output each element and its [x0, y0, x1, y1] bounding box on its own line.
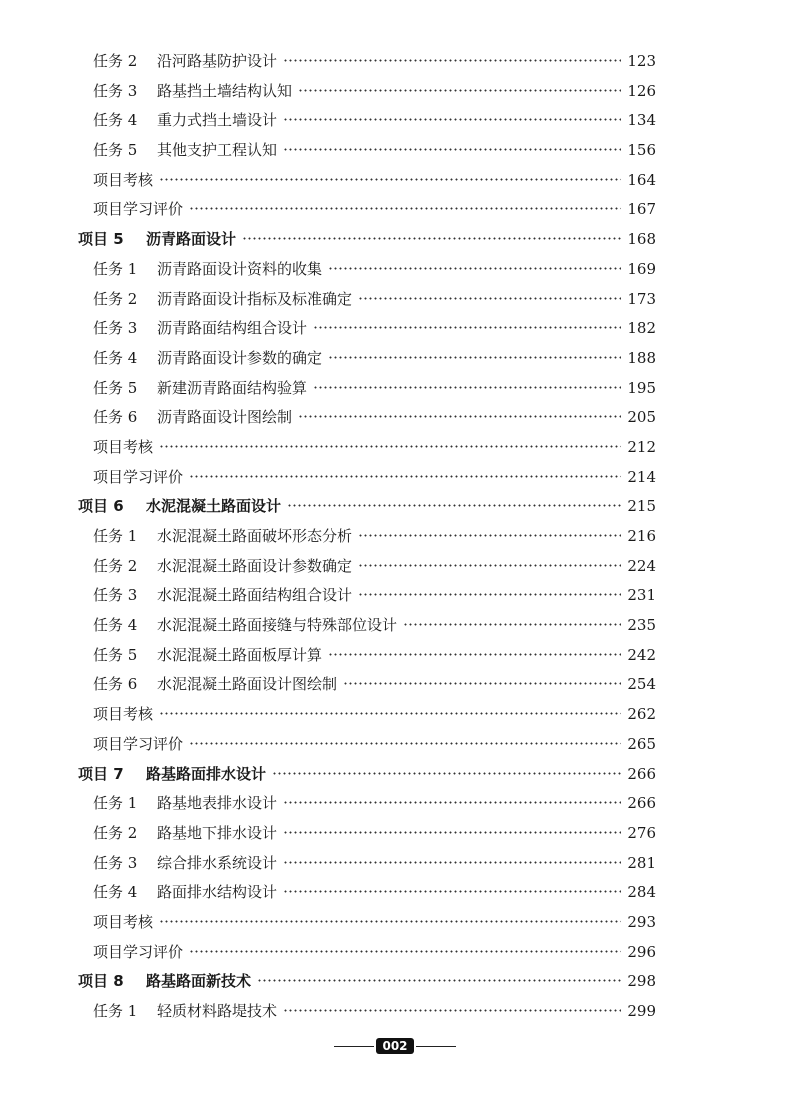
toc-entry-number: 任务 2	[93, 52, 138, 70]
toc-entry-number: 项目 5	[78, 230, 124, 249]
toc-entry-title: 水泥混凝土路面破坏形态分析	[157, 527, 353, 545]
toc-entry-number: 任务 5	[93, 141, 138, 160]
toc-entry-title: 重力式挡土墙设计	[157, 111, 278, 130]
toc-entry-label	[78, 285, 352, 315]
table-of-contents	[78, 47, 656, 1027]
toc-entry-label	[78, 641, 322, 671]
toc-entry-number: 任务 3	[93, 586, 138, 605]
toc-entry-label	[78, 997, 277, 1027]
toc-entry-label	[78, 463, 183, 493]
toc-entry-label	[78, 195, 183, 225]
toc-entry-number: 任务 3	[93, 319, 138, 338]
toc-entry-page: 298	[627, 972, 656, 991]
footer-rule-left	[334, 1046, 374, 1047]
toc-sub-entry[interactable]	[78, 166, 656, 196]
toc-entry-title: 水泥混凝土路面板厚计算	[157, 645, 323, 664]
toc-entry-number: 项目 7	[78, 764, 124, 783]
toc-entry-title: 其他支护工程认知	[157, 141, 278, 160]
dot-leader	[298, 89, 621, 92]
toc-entry-page: 284	[627, 883, 656, 902]
toc-entry-page: 126	[627, 81, 656, 100]
toc-entry-label	[78, 522, 352, 552]
toc-entry-label	[78, 967, 251, 997]
toc-task-entry[interactable]	[78, 403, 656, 433]
toc-entry-number: 任务 2	[93, 289, 138, 308]
page-footer	[0, 1036, 790, 1056]
toc-entry-page: 123	[627, 52, 656, 70]
toc-sub-entry[interactable]	[78, 195, 656, 225]
toc-task-entry[interactable]	[78, 641, 656, 671]
toc-entry-number: 任务 2	[93, 556, 138, 575]
dot-leader	[313, 326, 621, 329]
dot-leader	[283, 890, 621, 893]
toc-entry-title: 综合排水系统设计	[157, 853, 278, 872]
toc-entry-label	[78, 344, 322, 374]
toc-entry-title: 路基地下排水设计	[157, 823, 278, 842]
toc-entry-page: 266	[627, 764, 656, 783]
toc-entry-number: 任务 5	[93, 645, 138, 664]
dot-leader	[283, 148, 621, 151]
toc-entry-page: 182	[627, 319, 656, 338]
toc-entry-number: 任务 4	[93, 616, 138, 635]
toc-entry-title: 项目考核	[93, 705, 154, 724]
dot-leader	[159, 178, 621, 181]
toc-task-entry[interactable]	[78, 552, 656, 582]
toc-entry-number: 任务 4	[93, 111, 138, 130]
toc-entry-number: 项目 6	[78, 497, 124, 516]
dot-leader	[283, 801, 621, 804]
toc-entry-label	[78, 670, 337, 700]
toc-sub-entry[interactable]	[78, 908, 656, 938]
dot-leader	[189, 475, 621, 478]
toc-entry-number: 任务 3	[93, 853, 138, 872]
dot-leader	[283, 1009, 621, 1012]
toc-entry-page: 195	[627, 378, 656, 397]
toc-entry-number: 任务 5	[93, 378, 138, 397]
toc-sub-entry[interactable]	[78, 700, 656, 730]
dot-leader	[159, 920, 621, 923]
toc-entry-page: 156	[627, 141, 656, 160]
page-number-badge: 002	[376, 1038, 414, 1054]
toc-task-entry[interactable]	[78, 670, 656, 700]
toc-entry-title: 沥青路面设计资料的收集	[157, 259, 323, 278]
toc-entry-label	[78, 878, 277, 908]
toc-entry-label	[78, 77, 292, 107]
toc-task-entry[interactable]	[78, 136, 656, 166]
toc-project-entry[interactable]	[78, 492, 656, 522]
toc-entry-page: 214	[627, 467, 656, 486]
toc-task-entry[interactable]	[78, 344, 656, 374]
dot-leader	[298, 415, 621, 418]
toc-entry-title: 路基地表排水设计	[157, 794, 278, 813]
toc-entry-title: 沥青路面设计指标及标准确定	[157, 289, 353, 308]
toc-task-entry[interactable]	[78, 47, 656, 77]
toc-entry-title: 沥青路面结构组合设计	[157, 319, 308, 338]
dot-leader	[283, 59, 621, 62]
toc-task-entry[interactable]	[78, 374, 656, 404]
dot-leader	[358, 593, 621, 596]
toc-entry-page: 205	[627, 408, 656, 427]
toc-entry-label	[78, 255, 322, 285]
dot-leader	[403, 623, 621, 626]
toc-entry-title: 沥青路面设计图绘制	[157, 408, 293, 427]
dot-leader	[328, 356, 621, 359]
toc-entry-title: 路基路面排水设计	[146, 764, 267, 783]
toc-entry-number: 任务 6	[93, 675, 138, 694]
dot-leader	[257, 979, 621, 982]
toc-task-entry[interactable]	[78, 878, 656, 908]
toc-entry-label	[78, 403, 292, 433]
toc-task-entry[interactable]	[78, 611, 656, 641]
dot-leader	[283, 831, 621, 834]
toc-entry-page: 231	[627, 586, 656, 605]
toc-entry-number: 任务 1	[93, 794, 138, 813]
toc-entry-label	[78, 789, 277, 819]
toc-entry-label	[78, 374, 307, 404]
toc-entry-title: 水泥混凝土路面设计参数确定	[157, 556, 353, 575]
dot-leader	[313, 386, 621, 389]
dot-leader	[189, 207, 621, 210]
toc-task-entry[interactable]	[78, 997, 656, 1027]
toc-entry-title: 沥青路面设计参数的确定	[157, 348, 323, 367]
dot-leader	[159, 712, 621, 715]
toc-entry-page: 254	[627, 675, 656, 694]
toc-entry-label	[78, 938, 183, 968]
toc-task-entry[interactable]	[78, 522, 656, 552]
toc-entry-number: 任务 1	[93, 1002, 138, 1020]
dot-leader	[159, 445, 621, 448]
dot-leader	[328, 653, 621, 656]
dot-leader	[272, 772, 621, 775]
toc-entry-page: 215	[627, 497, 656, 516]
dot-leader	[283, 861, 621, 864]
toc-sub-entry[interactable]	[78, 730, 656, 760]
toc-entry-label	[78, 433, 153, 463]
toc-entry-page: 168	[627, 230, 656, 249]
dot-leader	[358, 297, 621, 300]
toc-entry-page: 293	[627, 912, 656, 931]
toc-entry-page: 299	[627, 1002, 656, 1020]
toc-entry-number: 任务 4	[93, 883, 138, 902]
dot-leader	[328, 267, 621, 270]
toc-entry-title: 项目学习评价	[93, 467, 184, 486]
toc-entry-page: 266	[627, 794, 656, 813]
toc-entry-title: 项目考核	[93, 912, 154, 931]
toc-entry-number: 任务 6	[93, 408, 138, 427]
toc-entry-label	[78, 819, 277, 849]
toc-sub-entry[interactable]	[78, 463, 656, 493]
toc-entry-page: 134	[627, 111, 656, 130]
toc-sub-entry[interactable]	[78, 433, 656, 463]
toc-entry-title: 新建沥青路面结构验算	[157, 378, 308, 397]
dot-leader	[287, 504, 621, 507]
toc-entry-title: 项目学习评价	[93, 942, 184, 961]
dot-leader	[358, 564, 621, 567]
toc-entry-number: 任务 3	[93, 81, 138, 100]
toc-entry-page: 265	[627, 734, 656, 753]
dot-leader	[283, 118, 621, 121]
toc-entry-label	[78, 730, 183, 760]
toc-sub-entry[interactable]	[78, 938, 656, 968]
toc-entry-page: 235	[627, 616, 656, 635]
toc-entry-title: 项目学习评价	[93, 200, 184, 219]
toc-entry-label	[78, 314, 307, 344]
toc-project-entry[interactable]	[78, 225, 656, 255]
toc-entry-page: 173	[627, 289, 656, 308]
toc-entry-page: 188	[627, 348, 656, 367]
toc-entry-page: 296	[627, 942, 656, 961]
toc-entry-page: 169	[627, 259, 656, 278]
toc-task-entry[interactable]	[78, 77, 656, 107]
toc-entry-page: 164	[627, 170, 656, 189]
toc-entry-number: 任务 1	[93, 527, 138, 545]
toc-entry-title: 水泥混凝土路面设计图绘制	[157, 675, 338, 694]
toc-task-entry[interactable]	[78, 581, 656, 611]
toc-entry-label	[78, 611, 397, 641]
toc-entry-page: 242	[627, 645, 656, 664]
toc-entry-page: 167	[627, 200, 656, 219]
toc-entry-title: 路基挡土墙结构认知	[157, 81, 293, 100]
toc-task-entry[interactable]	[78, 819, 656, 849]
footer-rule-right	[416, 1046, 456, 1047]
toc-entry-number: 任务 4	[93, 348, 138, 367]
toc-entry-label	[78, 581, 352, 611]
toc-entry-label	[78, 106, 277, 136]
toc-task-entry[interactable]	[78, 849, 656, 879]
toc-entry-title: 路基路面新技术	[146, 972, 252, 991]
dot-leader	[189, 950, 621, 953]
toc-entry-label	[78, 136, 277, 166]
toc-task-entry[interactable]	[78, 314, 656, 344]
toc-entry-number: 项目 8	[78, 972, 124, 991]
toc-entry-title: 沿河路基防护设计	[157, 52, 278, 70]
toc-entry-page: 224	[627, 556, 656, 575]
toc-task-entry[interactable]	[78, 285, 656, 315]
toc-entry-title: 轻质材料路堤技术	[157, 1002, 278, 1020]
toc-task-entry[interactable]	[78, 255, 656, 285]
toc-entry-label	[78, 552, 352, 582]
toc-entry-title: 项目考核	[93, 170, 154, 189]
toc-entry-label	[78, 166, 153, 196]
toc-entry-label	[78, 700, 153, 730]
toc-entry-title: 沥青路面设计	[146, 230, 237, 249]
toc-task-entry[interactable]	[78, 789, 656, 819]
toc-entry-page: 212	[627, 437, 656, 456]
toc-entry-title: 水泥混凝土路面接缝与特殊部位设计	[157, 616, 398, 635]
toc-entry-page: 276	[627, 823, 656, 842]
toc-entry-page: 216	[627, 527, 656, 545]
toc-entry-label	[78, 492, 281, 522]
dot-leader	[343, 682, 621, 685]
dot-leader	[189, 742, 621, 745]
toc-entry-title: 水泥混凝土路面设计	[146, 497, 282, 516]
toc-entry-number: 任务 1	[93, 259, 138, 278]
toc-entry-title: 水泥混凝土路面结构组合设计	[157, 586, 353, 605]
toc-project-entry[interactable]	[78, 760, 656, 790]
toc-entry-title: 项目学习评价	[93, 734, 184, 753]
toc-entry-label	[78, 849, 277, 879]
toc-entry-title: 项目考核	[93, 437, 154, 456]
toc-entry-page: 281	[627, 853, 656, 872]
toc-entry-number: 任务 2	[93, 823, 138, 842]
dot-leader	[242, 237, 621, 240]
toc-entry-page: 262	[627, 705, 656, 724]
toc-entry-title: 路面排水结构设计	[157, 883, 278, 902]
toc-project-entry[interactable]	[78, 967, 656, 997]
toc-task-entry[interactable]	[78, 106, 656, 136]
dot-leader	[358, 534, 621, 537]
toc-entry-label	[78, 908, 153, 938]
toc-entry-label	[78, 760, 266, 790]
toc-entry-label	[78, 47, 277, 77]
toc-entry-label	[78, 225, 236, 255]
